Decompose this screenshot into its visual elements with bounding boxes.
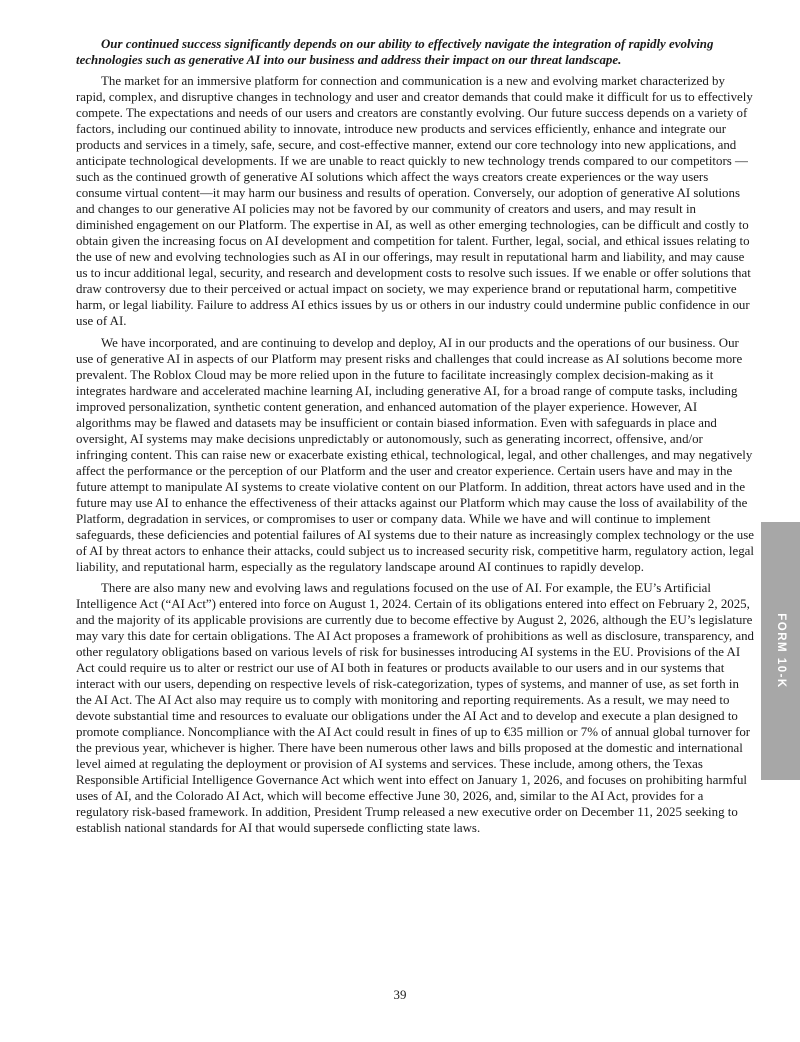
paragraph-ai-regulation: There are also many new and evolving laws and regulations focused on the use of AI. For example, the EU’s Artificial Intelligence Act (“AI Act”) entered into force on August 1, 2024. Certain of its obligations entered into effect on February 2, 2025, and the majority of its applicable provisions are currently due to become effective by August 2, 2026, although the EU’s legislature may vary this date for certain obligations. The AI Act proposes a framework of prohibitions as well as disclosure, transparency, and other regulatory obligations based on various levels of risk for businesses introducing AI systems in the EU. Provisions of the AI Act could require us to alter or restrict our use of AI both in features or products available to our users and in our systems that interact with our users, depending on respective levels of risk-categorization, types of systems, and manner of use, as set forth in the AI Act. The AI Act also may require us to comply with monitoring and reporting requirements. As a result, we may need to devote substantial time and resources to evaluate our obligations under the AI Act and to develop and execute a plan designed to promote compliance. Noncompliance with the AI Act could result in fines of up to €35 million or 7% of annual global turnover for the previous year, whichever is higher. There have been numerous other laws and bills proposed at the domestic and international level aimed at regulating the deployment or provision of AI systems and services. These include, among others, the Texas Responsible Artificial Intelligence Governance Act which went into effect on January 1, 2026, and focuses on prohibiting harmful uses of AI, and the Colorado AI Act, which will become effective June 30, 2026, and, similar to the AI Act, provides for a regulatory risk-based framework. In addition, President Trump released a new executive order on December 11, 2025 seeking to establish national standards for AI that would supersede conflicting state laws. [76, 581, 755, 835]
paragraph-market-evolution: The market for an immersive platform for connection and communication is a new and evolving market characterized by rapid, complex, and disruptive changes in technology and user and creator demands that could make it difficult for us to effectively compete. The expectations and needs of our users and creators are constantly evolving. Our future success depends on a variety of factors, including our continued ability to innovate, introduce new products and services efficiently, enhance and integrate our products and services in a timely, safe, secure, and cost-effective manner, extend our core technology into new applications, and anticipate technological developments. If we are unable to react quickly to new technology trends compared to our competitors —such as the continued growth of generative AI solutions which affect the ways creators create experiences or the way users consume virtual content—it may harm our business and results of operation. Conversely, our adoption of generative AI solutions and changes to our generative AI policies may not be favored by our community of creators and users, and may result in diminished engagement on our Platform. The expertise in AI, as well as other emerging technologies, can be difficult and costly to obtain given the increasing focus on AI development and competition for talent. Further, legal, social, and ethical issues relating to the use of new and evolving technologies such as AI in our offerings, may result in reputational harm and liability, and may cause us to incur additional legal, security, and research and development costs to resolve such issues. If we enable or offer solutions that draw controversy due to their perceived or actual impact on society, we may experience brand or reputational harm, competitive harm, or legal liability. Failure to address AI ethics issues by us or others in our industry could undermine public confidence in our use of AI. [76, 74, 753, 328]
paragraph-ai-platform-risks: We have incorporated, and are continuing to develop and deploy, AI in our products and the operations of our business. Our use of generative AI in aspects of our Platform may present risks and challenges that could increase as AI solutions become more prevalent. The Roblox Cloud may be more relied upon in the future to facilitate increasingly complex decision-making as it integrates hardware and accelerated machine learning AI, including generative AI, for a broad range of compute tasks, including improved personalization, synthetic content generation, and enhanced automation of the player experience. However, AI algorithms may be flawed and datasets may be insufficient or contain biased information. Even with safeguards in place and oversight, AI systems may make decisions unpredictably or autonomously, such as generating incorrect, offensive, and/or infringing content. This can raise new or exacerbate existing ethical, technological, legal, and other challenges, and may negatively affect the performance or the perception of our Platform and the user and creator experience. Certain users have and may in the future attempt to manipulate AI systems to create violative content on our Platform. In addition, threat actors have used and in the future may use AI to enhance the effectiveness of their attacks against our Platform which may cause the loss of availability of the Platform, degradation in services, or compromises to user or company data. While we have and will continue to implement safeguards, these deficiencies and potential failures of AI systems due to their nature as increasingly complex technology or the use of AI by threat actors to enhance their attacks, could subject us to increased security risk, competitive harm, regulatory action, legal liability, and reputational harm, especially as the regulatory landscape around AI continues to rapidly develop. [76, 335, 754, 574]
form-10k-side-tab [761, 522, 800, 780]
document-body [76, 36, 755, 842]
side-tab-label: FORM 10-K [774, 613, 787, 689]
risk-factor-heading: Our continued success significantly depends on our ability to effectively navigate the integration of rapidly evolving technologies such as generative AI into our business and address their impact on our threat landscape. [76, 37, 714, 67]
page-number: 39 [393, 988, 407, 1002]
